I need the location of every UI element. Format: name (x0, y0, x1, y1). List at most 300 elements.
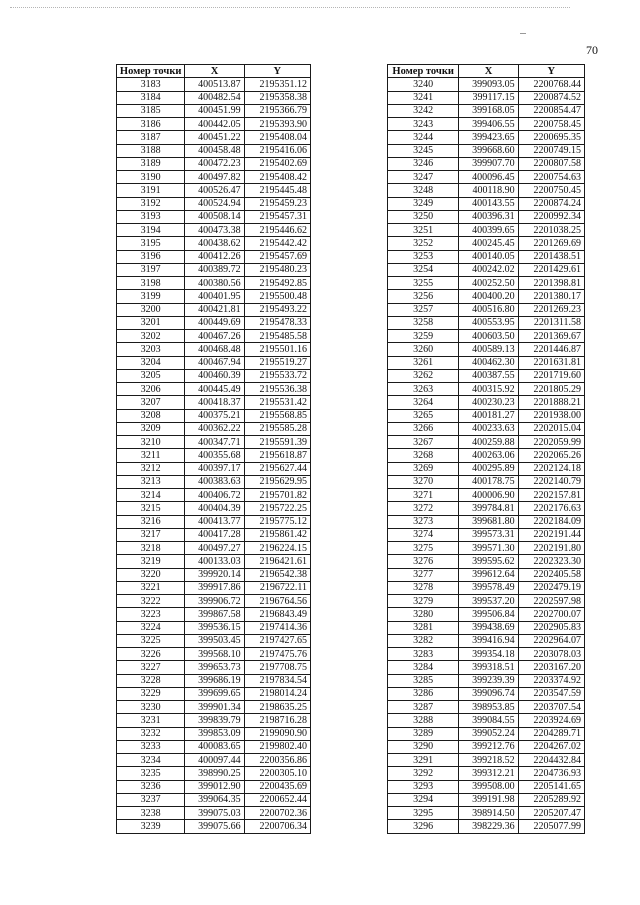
y-coordinate-cell: 2201805.29 (518, 383, 584, 396)
y-coordinate-cell: 2202184.09 (518, 515, 584, 528)
table-row (388, 290, 585, 303)
point-number-cell: 3193 (117, 210, 185, 223)
y-coordinate-cell: 2201719.60 (518, 369, 584, 382)
table-row (117, 462, 311, 475)
point-number-cell: 3218 (117, 542, 185, 555)
table-row (117, 396, 311, 409)
point-number-cell: 3240 (388, 78, 459, 91)
point-number-cell: 3288 (388, 714, 459, 727)
point-number-cell: 3206 (117, 383, 185, 396)
table-row (388, 820, 585, 833)
x-coordinate-cell: 398914.50 (459, 807, 518, 820)
table-row (117, 422, 311, 435)
point-number-cell: 3226 (117, 648, 185, 661)
header-x: X (459, 65, 518, 78)
table-row (117, 436, 311, 449)
table-row (117, 687, 311, 700)
point-number-cell: 3236 (117, 780, 185, 793)
x-coordinate-cell: 399052.24 (459, 727, 518, 740)
y-coordinate-cell: 2196421.61 (244, 555, 310, 568)
table-row (388, 409, 585, 422)
table-row (388, 661, 585, 674)
point-number-cell: 3213 (117, 475, 185, 488)
x-coordinate-cell: 400233.63 (459, 422, 518, 435)
y-coordinate-cell: 2200807.58 (518, 157, 584, 170)
x-coordinate-cell: 400553.95 (459, 316, 518, 329)
x-coordinate-cell: 399064.35 (185, 793, 244, 806)
table-row (388, 263, 585, 276)
y-coordinate-cell: 2202964.07 (518, 634, 584, 647)
point-number-cell: 3265 (388, 409, 459, 422)
table-row (117, 502, 311, 515)
y-coordinate-cell: 2202479.19 (518, 581, 584, 594)
x-coordinate-cell: 400389.72 (185, 263, 244, 276)
y-coordinate-cell: 2200702.36 (244, 807, 310, 820)
point-number-cell: 3243 (388, 118, 459, 131)
table-row (117, 131, 311, 144)
y-coordinate-cell: 2201631.81 (518, 356, 584, 369)
table-row (388, 144, 585, 157)
x-coordinate-cell: 399653.73 (185, 661, 244, 674)
point-number-cell: 3292 (388, 767, 459, 780)
table-row (388, 701, 585, 714)
point-number-cell: 3231 (117, 714, 185, 727)
x-coordinate-cell: 400442.05 (185, 118, 244, 131)
table-row (388, 767, 585, 780)
table-row (388, 674, 585, 687)
y-coordinate-cell: 2195627.44 (244, 462, 310, 475)
y-coordinate-cell: 2195533.72 (244, 369, 310, 382)
y-coordinate-cell: 2195519.27 (244, 356, 310, 369)
table-row (117, 104, 311, 117)
y-coordinate-cell: 2196843.49 (244, 608, 310, 621)
point-number-cell: 3296 (388, 820, 459, 833)
point-number-cell: 3259 (388, 330, 459, 343)
point-number-cell: 3202 (117, 330, 185, 343)
table-row (388, 727, 585, 740)
x-coordinate-cell: 400413.77 (185, 515, 244, 528)
point-number-cell: 3227 (117, 661, 185, 674)
x-coordinate-cell: 399536.15 (185, 621, 244, 634)
point-number-cell: 3225 (117, 634, 185, 647)
header-y: Y (244, 65, 310, 78)
point-number-cell: 3208 (117, 409, 185, 422)
y-coordinate-cell: 2195351.12 (244, 78, 310, 91)
point-number-cell: 3276 (388, 555, 459, 568)
x-coordinate-cell: 400497.82 (185, 171, 244, 184)
table-row (117, 727, 311, 740)
x-coordinate-cell: 400118.90 (459, 184, 518, 197)
y-coordinate-cell: 2198716.28 (244, 714, 310, 727)
y-coordinate-cell: 2198014.24 (244, 687, 310, 700)
y-coordinate-cell: 2197708.75 (244, 661, 310, 674)
x-coordinate-cell: 400401.95 (185, 290, 244, 303)
x-coordinate-cell: 400526.47 (185, 184, 244, 197)
x-coordinate-cell: 399438.69 (459, 621, 518, 634)
table-row (388, 422, 585, 435)
y-coordinate-cell: 2195408.42 (244, 171, 310, 184)
table-row (388, 343, 585, 356)
table-row (388, 224, 585, 237)
point-number-cell: 3200 (117, 303, 185, 316)
x-coordinate-cell: 400242.02 (459, 263, 518, 276)
y-coordinate-cell: 2200758.45 (518, 118, 584, 131)
point-number-cell: 3268 (388, 449, 459, 462)
x-coordinate-cell: 400096.45 (459, 171, 518, 184)
point-number-cell: 3195 (117, 237, 185, 250)
point-number-cell: 3238 (117, 807, 185, 820)
y-coordinate-cell: 2202905.83 (518, 621, 584, 634)
y-coordinate-cell: 2202157.81 (518, 489, 584, 502)
x-coordinate-cell: 400383.63 (185, 475, 244, 488)
table-row (388, 330, 585, 343)
x-coordinate-cell: 399012.90 (185, 780, 244, 793)
table-row (388, 171, 585, 184)
y-coordinate-cell: 2201429.61 (518, 263, 584, 276)
table-row (388, 104, 585, 117)
point-number-cell: 3235 (117, 767, 185, 780)
y-coordinate-cell: 2195446.62 (244, 224, 310, 237)
header-y: Y (518, 65, 584, 78)
point-number-cell: 3232 (117, 727, 185, 740)
x-coordinate-cell: 399699.65 (185, 687, 244, 700)
x-coordinate-cell: 400295.89 (459, 462, 518, 475)
point-number-cell: 3234 (117, 754, 185, 767)
y-coordinate-cell: 2203924.69 (518, 714, 584, 727)
y-coordinate-cell: 2202176.63 (518, 502, 584, 515)
x-coordinate-cell: 399784.81 (459, 502, 518, 515)
point-number-cell: 3237 (117, 793, 185, 806)
table-row (388, 303, 585, 316)
point-number-cell: 3262 (388, 369, 459, 382)
point-number-cell: 3211 (117, 449, 185, 462)
coordinates-table-left (116, 64, 311, 834)
point-number-cell: 3197 (117, 263, 185, 276)
y-coordinate-cell: 2195536.38 (244, 383, 310, 396)
point-number-cell: 3188 (117, 144, 185, 157)
point-number-cell: 3272 (388, 502, 459, 515)
point-number-cell: 3204 (117, 356, 185, 369)
x-coordinate-cell: 399212.76 (459, 740, 518, 753)
table-row (117, 91, 311, 104)
point-number-cell: 3260 (388, 343, 459, 356)
x-coordinate-cell: 399571.30 (459, 542, 518, 555)
x-coordinate-cell: 400524.94 (185, 197, 244, 210)
table-row (117, 184, 311, 197)
y-coordinate-cell: 2195501.16 (244, 343, 310, 356)
y-coordinate-cell: 2197475.76 (244, 648, 310, 661)
point-number-cell: 3220 (117, 568, 185, 581)
point-number-cell: 3207 (117, 396, 185, 409)
x-coordinate-cell: 400400.20 (459, 290, 518, 303)
x-coordinate-cell: 399168.05 (459, 104, 518, 117)
table-body-left (117, 78, 311, 833)
point-number-cell: 3233 (117, 740, 185, 753)
point-number-cell: 3184 (117, 91, 185, 104)
point-number-cell: 3245 (388, 144, 459, 157)
point-number-cell: 3205 (117, 369, 185, 382)
y-coordinate-cell: 2195408.04 (244, 131, 310, 144)
point-number-cell: 3189 (117, 157, 185, 170)
x-coordinate-cell: 400380.56 (185, 277, 244, 290)
table-row (388, 197, 585, 210)
x-coordinate-cell: 398990.25 (185, 767, 244, 780)
y-coordinate-cell: 2195585.28 (244, 422, 310, 435)
y-coordinate-cell: 2196224.15 (244, 542, 310, 555)
x-coordinate-cell: 399907.70 (459, 157, 518, 170)
point-number-cell: 3289 (388, 727, 459, 740)
point-number-cell: 3255 (388, 277, 459, 290)
x-coordinate-cell: 400468.48 (185, 343, 244, 356)
table-row (117, 383, 311, 396)
table-body-right (388, 78, 585, 833)
x-coordinate-cell: 399191.98 (459, 793, 518, 806)
x-coordinate-cell: 399075.66 (185, 820, 244, 833)
x-coordinate-cell: 400462.30 (459, 356, 518, 369)
table-row (117, 608, 311, 621)
table-row (388, 184, 585, 197)
table-row (388, 568, 585, 581)
y-coordinate-cell: 2195402.69 (244, 157, 310, 170)
x-coordinate-cell: 399686.19 (185, 674, 244, 687)
y-coordinate-cell: 2205141.65 (518, 780, 584, 793)
table-row (388, 157, 585, 170)
table-row (117, 581, 311, 594)
point-number-cell: 3267 (388, 436, 459, 449)
x-coordinate-cell: 399423.65 (459, 131, 518, 144)
y-coordinate-cell: 2195366.79 (244, 104, 310, 117)
y-coordinate-cell: 2204267.02 (518, 740, 584, 753)
table-header-row (388, 65, 585, 78)
table-row (388, 210, 585, 223)
table-header-row (117, 65, 311, 78)
y-coordinate-cell: 2195457.69 (244, 250, 310, 263)
y-coordinate-cell: 2200305.10 (244, 767, 310, 780)
table-row (117, 555, 311, 568)
x-coordinate-cell: 400143.55 (459, 197, 518, 210)
y-coordinate-cell: 2204432.84 (518, 754, 584, 767)
y-coordinate-cell: 2201938.00 (518, 409, 584, 422)
point-number-cell: 3286 (388, 687, 459, 700)
point-number-cell: 3283 (388, 648, 459, 661)
x-coordinate-cell: 400438.62 (185, 237, 244, 250)
x-coordinate-cell: 400178.75 (459, 475, 518, 488)
point-number-cell: 3254 (388, 263, 459, 276)
point-number-cell: 3278 (388, 581, 459, 594)
x-coordinate-cell: 399093.05 (459, 78, 518, 91)
x-coordinate-cell: 400516.80 (459, 303, 518, 316)
y-coordinate-cell: 2202323.30 (518, 555, 584, 568)
y-coordinate-cell: 2203167.20 (518, 661, 584, 674)
table-row (117, 634, 311, 647)
y-coordinate-cell: 2195493.22 (244, 303, 310, 316)
header-point-number: Номер точки (388, 65, 459, 78)
x-coordinate-cell: 399218.52 (459, 754, 518, 767)
table-row (117, 210, 311, 223)
table-row (388, 515, 585, 528)
y-coordinate-cell: 2204289.71 (518, 727, 584, 740)
table-row (388, 237, 585, 250)
x-coordinate-cell: 399568.10 (185, 648, 244, 661)
table-row (388, 449, 585, 462)
table-row (388, 91, 585, 104)
table-row (388, 807, 585, 820)
x-coordinate-cell: 399503.45 (185, 634, 244, 647)
point-number-cell: 3198 (117, 277, 185, 290)
point-number-cell: 3187 (117, 131, 185, 144)
y-coordinate-cell: 2195358.38 (244, 91, 310, 104)
y-coordinate-cell: 2195618.87 (244, 449, 310, 462)
table-row (388, 714, 585, 727)
table-row (117, 489, 311, 502)
table-row (388, 489, 585, 502)
point-number-cell: 3275 (388, 542, 459, 555)
x-coordinate-cell: 399668.60 (459, 144, 518, 157)
y-coordinate-cell: 2195485.58 (244, 330, 310, 343)
x-coordinate-cell: 400399.65 (459, 224, 518, 237)
table-row (117, 356, 311, 369)
point-number-cell: 3246 (388, 157, 459, 170)
y-coordinate-cell: 2197834.54 (244, 674, 310, 687)
y-coordinate-cell: 2203707.54 (518, 701, 584, 714)
y-coordinate-cell: 2203547.59 (518, 687, 584, 700)
table-row (388, 502, 585, 515)
table-row (388, 528, 585, 541)
point-number-cell: 3291 (388, 754, 459, 767)
y-coordinate-cell: 2195531.42 (244, 396, 310, 409)
y-coordinate-cell: 2195442.42 (244, 237, 310, 250)
y-coordinate-cell: 2205207.47 (518, 807, 584, 820)
y-coordinate-cell: 2195457.31 (244, 210, 310, 223)
y-coordinate-cell: 2201380.17 (518, 290, 584, 303)
point-number-cell: 3285 (388, 674, 459, 687)
table-row (117, 369, 311, 382)
x-coordinate-cell: 399681.80 (459, 515, 518, 528)
table-row (117, 542, 311, 555)
point-number-cell: 3256 (388, 290, 459, 303)
x-coordinate-cell: 400445.49 (185, 383, 244, 396)
table-row (117, 118, 311, 131)
x-coordinate-cell: 398953.85 (459, 701, 518, 714)
table-row (388, 131, 585, 144)
table-row (117, 250, 311, 263)
x-coordinate-cell: 400421.81 (185, 303, 244, 316)
y-coordinate-cell: 2200992.34 (518, 210, 584, 223)
table-row (117, 674, 311, 687)
table-row (388, 277, 585, 290)
table-row (388, 793, 585, 806)
table-row (117, 277, 311, 290)
x-coordinate-cell: 400451.22 (185, 131, 244, 144)
y-coordinate-cell: 2202191.44 (518, 528, 584, 541)
table-row (388, 555, 585, 568)
y-coordinate-cell: 2195701.82 (244, 489, 310, 502)
x-coordinate-cell: 399537.20 (459, 595, 518, 608)
y-coordinate-cell: 2195629.95 (244, 475, 310, 488)
y-coordinate-cell: 2201269.69 (518, 237, 584, 250)
y-coordinate-cell: 2195861.42 (244, 528, 310, 541)
x-coordinate-cell: 399096.74 (459, 687, 518, 700)
y-coordinate-cell: 2200652.44 (244, 793, 310, 806)
y-coordinate-cell: 2195591.39 (244, 436, 310, 449)
y-coordinate-cell: 2197427.65 (244, 634, 310, 647)
point-number-cell: 3216 (117, 515, 185, 528)
point-number-cell: 3217 (117, 528, 185, 541)
y-coordinate-cell: 2195500.48 (244, 290, 310, 303)
x-coordinate-cell: 399312.21 (459, 767, 518, 780)
x-coordinate-cell: 400396.31 (459, 210, 518, 223)
x-coordinate-cell: 400006.90 (459, 489, 518, 502)
y-coordinate-cell: 2200706.34 (244, 820, 310, 833)
y-coordinate-cell: 2202700.07 (518, 608, 584, 621)
x-coordinate-cell: 399906.72 (185, 595, 244, 608)
table-row (117, 144, 311, 157)
y-coordinate-cell: 2205289.92 (518, 793, 584, 806)
x-coordinate-cell: 399239.39 (459, 674, 518, 687)
y-coordinate-cell: 2202191.80 (518, 542, 584, 555)
x-coordinate-cell: 399416.94 (459, 634, 518, 647)
x-coordinate-cell: 400458.48 (185, 144, 244, 157)
point-number-cell: 3258 (388, 316, 459, 329)
x-coordinate-cell: 399117.15 (459, 91, 518, 104)
table-row (117, 330, 311, 343)
x-coordinate-cell: 400355.68 (185, 449, 244, 462)
point-number-cell: 3266 (388, 422, 459, 435)
point-number-cell: 3224 (117, 621, 185, 634)
y-coordinate-cell: 2201398.81 (518, 277, 584, 290)
x-coordinate-cell: 399406.55 (459, 118, 518, 131)
x-coordinate-cell: 400467.26 (185, 330, 244, 343)
x-coordinate-cell: 400181.27 (459, 409, 518, 422)
x-coordinate-cell: 399901.34 (185, 701, 244, 714)
y-coordinate-cell: 2203374.92 (518, 674, 584, 687)
point-number-cell: 3271 (388, 489, 459, 502)
table-row (388, 595, 585, 608)
point-number-cell: 3196 (117, 250, 185, 263)
table-row (117, 701, 311, 714)
page-number: 70 (586, 43, 598, 57)
table-row (117, 78, 311, 91)
point-number-cell: 3183 (117, 78, 185, 91)
y-coordinate-cell: 2195478.33 (244, 316, 310, 329)
x-coordinate-cell: 399920.14 (185, 568, 244, 581)
point-number-cell: 3244 (388, 131, 459, 144)
x-coordinate-cell: 400417.28 (185, 528, 244, 541)
point-number-cell: 3251 (388, 224, 459, 237)
y-coordinate-cell: 2199802.40 (244, 740, 310, 753)
table-row (388, 436, 585, 449)
table-row (388, 118, 585, 131)
point-number-cell: 3201 (117, 316, 185, 329)
y-coordinate-cell: 2195393.90 (244, 118, 310, 131)
x-coordinate-cell: 400387.55 (459, 369, 518, 382)
x-coordinate-cell: 400603.50 (459, 330, 518, 343)
x-coordinate-cell: 399853.09 (185, 727, 244, 740)
y-coordinate-cell: 2200356.86 (244, 754, 310, 767)
point-number-cell: 3199 (117, 290, 185, 303)
table-row (388, 740, 585, 753)
table-row (117, 754, 311, 767)
x-coordinate-cell: 399839.79 (185, 714, 244, 727)
y-coordinate-cell: 2196764.56 (244, 595, 310, 608)
x-coordinate-cell: 400508.14 (185, 210, 244, 223)
table-row (117, 648, 311, 661)
point-number-cell: 3293 (388, 780, 459, 793)
y-coordinate-cell: 2200754.63 (518, 171, 584, 184)
point-number-cell: 3250 (388, 210, 459, 223)
x-coordinate-cell: 400451.99 (185, 104, 244, 117)
x-coordinate-cell: 400259.88 (459, 436, 518, 449)
